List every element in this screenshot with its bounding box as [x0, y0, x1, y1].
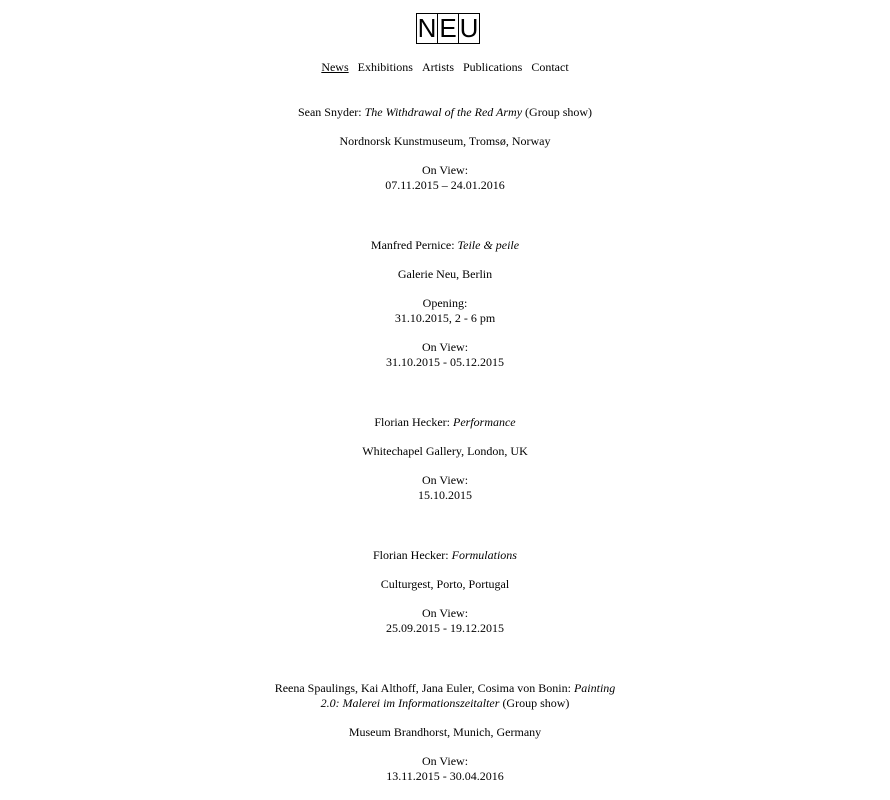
news-title: Performance — [452, 415, 516, 429]
news-title: Formulations — [451, 548, 517, 562]
news-headline[interactable] — [0, 238, 890, 253]
news-item — [0, 548, 890, 636]
news-venue: Whitechapel Gallery, London, UK — [362, 444, 528, 458]
logo-letter-n: N — [417, 13, 437, 43]
news-venue: Museum Brandhorst, Munich, Germany — [348, 725, 542, 739]
news-suffix: (Group show) — [522, 105, 593, 119]
on-view-label: On View: — [421, 163, 469, 177]
neu-logo[interactable] — [416, 13, 480, 44]
on-view-dates: 07.11.2015 – 24.01.2016 — [385, 178, 505, 192]
opening-label: Opening: — [422, 296, 468, 310]
on-view-label: On View: — [421, 754, 469, 768]
news-title: Teile & peile — [457, 238, 520, 252]
opening-date: 31.10.2015, 2 - 6 pm — [394, 311, 496, 325]
on-view-dates: 15.10.2015 — [418, 488, 472, 502]
news-headline[interactable] — [0, 548, 890, 563]
news-item — [0, 415, 890, 503]
news-venue: Galerie Neu, Berlin — [397, 267, 493, 281]
logo-letter-e: E — [437, 13, 459, 44]
nav-artists[interactable]: Artists — [421, 60, 454, 74]
news-title-part-1: Painting — [573, 681, 616, 695]
nav-exhibitions[interactable]: Exhibitions — [357, 60, 413, 74]
news-item — [0, 681, 890, 784]
news-headline[interactable] — [0, 415, 890, 430]
on-view-dates: 25.09.2015 - 19.12.2015 — [386, 621, 504, 635]
news-artist: Sean Snyder: — [297, 105, 365, 119]
news-title-part-2: 2.0: Malerei im Informationszeitalter — [320, 696, 500, 710]
nav-contact[interactable]: Contact — [531, 60, 569, 74]
news-artist: Florian Hecker: — [374, 415, 453, 429]
news-suffix: (Group show) — [499, 696, 570, 710]
on-view-dates: 13.11.2015 - 30.04.2016 — [386, 769, 504, 783]
nav-news[interactable]: News — [321, 60, 349, 74]
news-item — [0, 238, 890, 370]
nav-publications[interactable]: Publications — [463, 60, 523, 74]
main-nav — [0, 60, 890, 75]
news-headline-line-2[interactable] — [0, 696, 890, 711]
news-item — [0, 105, 890, 193]
on-view-label: On View: — [421, 606, 469, 620]
on-view-label: On View: — [421, 473, 469, 487]
logo-letter-u: U — [459, 13, 479, 43]
news-venue: Nordnorsk Kunstmuseum, Tromsø, Norway — [339, 134, 551, 148]
on-view-label: On View: — [421, 340, 469, 354]
news-venue: Culturgest, Porto, Portugal — [380, 577, 510, 591]
news-headline[interactable] — [0, 105, 890, 120]
news-artist: Florian Hecker: — [373, 548, 452, 562]
news-artist: Manfred Pernice: — [370, 238, 458, 252]
on-view-dates: 31.10.2015 - 05.12.2015 — [386, 355, 504, 369]
news-headline-line-1[interactable] — [0, 681, 890, 696]
news-artist: Reena Spaulings, Kai Althoff, Jana Euler, Cosima von Bonin: — [274, 681, 574, 695]
news-title: The Withdrawal of the Red Army — [364, 105, 523, 119]
